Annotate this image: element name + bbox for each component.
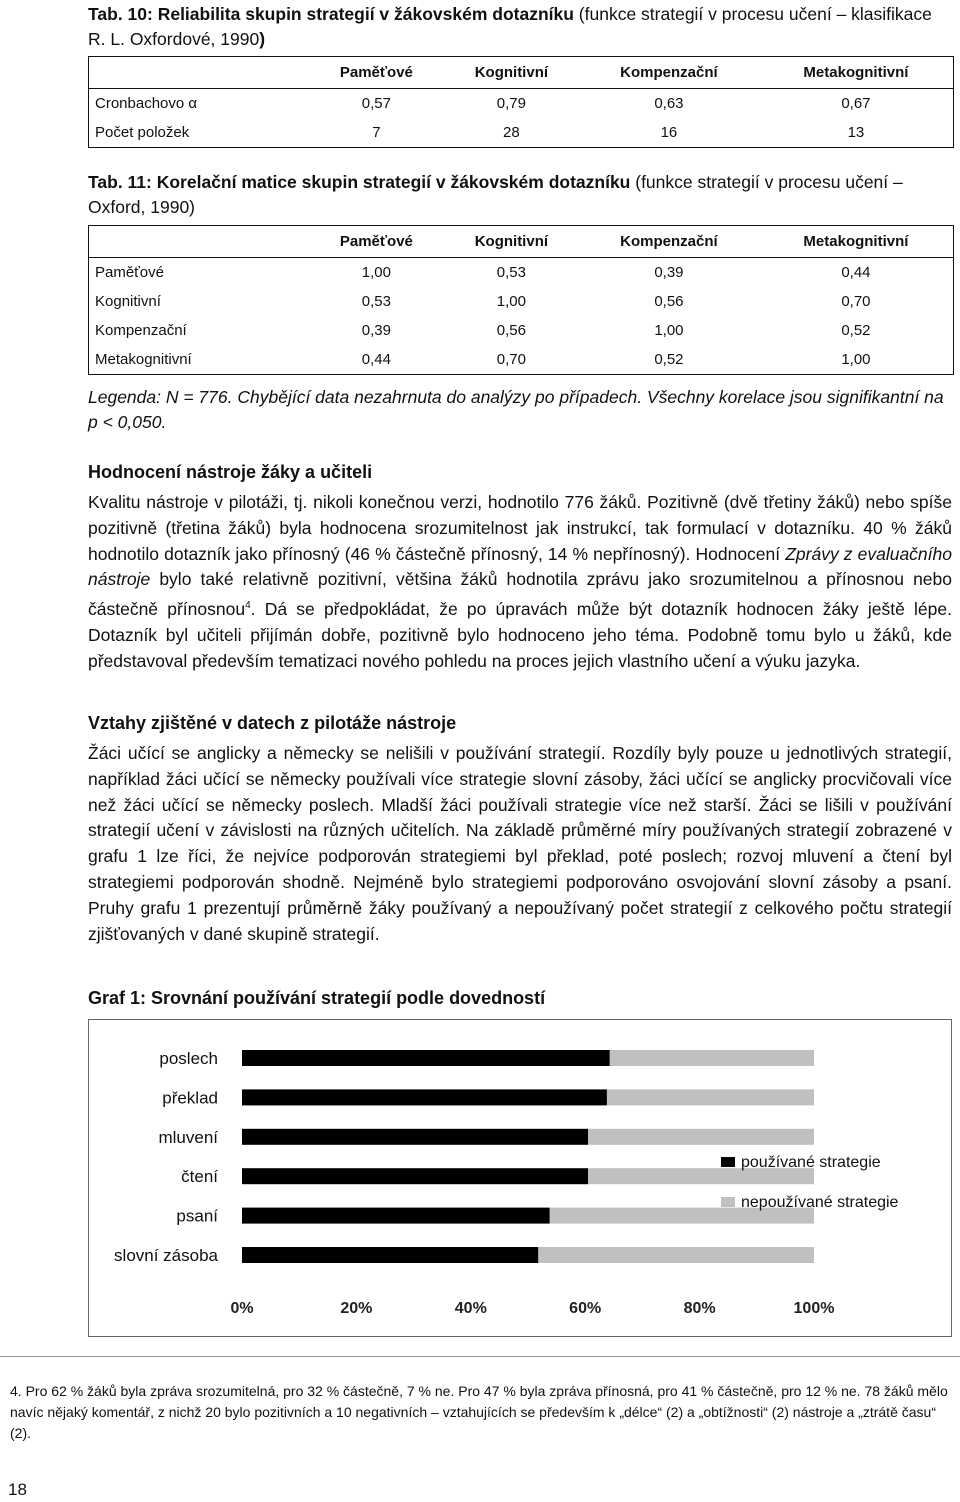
table-cell: 13 bbox=[847, 124, 865, 141]
table-cell: 0,44 bbox=[841, 264, 871, 281]
x-tick-label: 40% bbox=[454, 1300, 487, 1317]
bar-unused bbox=[607, 1089, 814, 1105]
chart-title: Graf 1: Srovnání používání strategií podle dovedností bbox=[88, 988, 546, 1008]
table10-col-header: Metakognitivní bbox=[803, 64, 909, 81]
table11-col-header: Kompenzační bbox=[620, 233, 718, 250]
category-label: překlad bbox=[162, 1088, 218, 1108]
table10-corner bbox=[89, 57, 310, 89]
bar-unused bbox=[538, 1247, 814, 1263]
category-label: psaní bbox=[176, 1206, 218, 1226]
table-cell: 16 bbox=[660, 124, 678, 141]
para-text: Kvalitu nástroje v pilotáži, tj. nikoli konečnou verzi, hodnotilo 776 žáků. Pozitivně (dvě třetiny žáků) nebo spíše pozitivně (třetina žáků) byla hodnocena srozumitelnost jak instrukcí, tak formulací v dotazníku. 40 % žáků hodnotilo dotazník jako přínosný (46 % částečně přínosný, 14 % nepřínosný). Hodnocení bbox=[88, 492, 952, 564]
table10-col-header: Paměťové bbox=[339, 64, 413, 81]
table11 bbox=[88, 225, 954, 375]
table-cell: 0,56 bbox=[496, 322, 526, 339]
legend-label: nepoužívané strategie bbox=[741, 1194, 899, 1211]
para-text: bylo také relativně pozitivní, většina žáků hodnotila zprávu jako srozumitelnou a přínosnou nebo částečně přínosnou bbox=[88, 569, 952, 620]
x-tick-label: 60% bbox=[569, 1300, 602, 1317]
row-label: Cronbachovo α bbox=[95, 95, 198, 112]
legend-swatch bbox=[721, 1197, 735, 1207]
table11-col-header: Metakognitivní bbox=[803, 233, 909, 250]
bar-used bbox=[242, 1208, 550, 1224]
table10-caption-normal: (funkce strategií v procesu učení – klasifikace R. L. Oxfordové, 1990 bbox=[88, 4, 932, 49]
legend-label: používané strategie bbox=[741, 1154, 881, 1171]
page-number: 18 bbox=[8, 1480, 27, 1499]
bar-used bbox=[242, 1247, 538, 1263]
row-label: Počet položek bbox=[95, 124, 190, 141]
table-row bbox=[89, 287, 954, 316]
x-tick-label: 100% bbox=[793, 1300, 835, 1317]
bar-used bbox=[242, 1089, 607, 1105]
row-label: Paměťové bbox=[95, 264, 164, 281]
x-tick-label: 80% bbox=[683, 1300, 716, 1317]
table-cell: 0,63 bbox=[654, 95, 684, 112]
table-cell: 0,52 bbox=[841, 322, 871, 339]
table10 bbox=[88, 56, 954, 148]
row-label: Kompenzační bbox=[95, 322, 187, 339]
x-tick-label: 20% bbox=[340, 1300, 373, 1317]
table11-col-header: Kognitivní bbox=[474, 233, 549, 250]
table-cell: 1,00 bbox=[361, 264, 391, 281]
table-cell: 0,79 bbox=[496, 95, 526, 112]
bar-used bbox=[242, 1168, 588, 1184]
table-cell: 0,56 bbox=[654, 293, 684, 310]
table-cell: 0,39 bbox=[654, 264, 684, 281]
para-italic: Zprávy z evaluačního nástroje bbox=[88, 543, 952, 590]
table-row bbox=[89, 316, 954, 345]
table10-caption bbox=[88, 2, 948, 52]
footnote-ref[interactable]: 4 bbox=[245, 600, 251, 612]
section-heading: Hodnocení nástroje žáky a učiteli bbox=[88, 462, 373, 482]
table-cell: 0,39 bbox=[361, 322, 391, 339]
section2-paragraph: Žáci učící se anglicky a německy se nelišili v používání strategií. Rozdíly byly pouze u jednotlivých strategií, například žáci učící se německy používali více strategie slovní zásoby, žáci učící se anglicky procvičovali více než žáci učící se německy poslech. Mladší žáci používali strategie více než starší. Žáci se lišili v používání strategií učení v závislosti na různých učitelích. Na základě průměrné míry používaných strategií zobrazené v grafu 1 lze říci, že nejvíce podporován strategiemi byl překlad, poté poslech; rozvoj mluvení a čtení byl strategiemi podporován shodně. Nejméně bylo strategiemi podporováno osvojování slovní zásoby a psaní. Pruhy grafu 1 prezentují průměrně žáky používaný a nepoužívaný počet strategií z celkového počtu strategií zjišťovaných v dané skupině strategií. bbox=[88, 743, 952, 944]
category-label: mluvení bbox=[158, 1127, 218, 1147]
section1-paragraph bbox=[88, 490, 952, 674]
table10-caption-bold: Tab. 10: Reliabilita skupin strategií v žákovském dotazníku bbox=[88, 4, 574, 24]
table11-caption bbox=[88, 170, 948, 220]
table-cell: 7 bbox=[372, 124, 381, 141]
stacked-bar-chart bbox=[89, 1020, 951, 1336]
table-row bbox=[89, 89, 954, 119]
section-heading: Vztahy zjištěné v datech z pilotáže nástroje bbox=[88, 713, 457, 733]
footnote-divider bbox=[0, 1356, 960, 1357]
x-tick-label: 0% bbox=[230, 1300, 254, 1317]
table-cell: 0,52 bbox=[654, 351, 684, 368]
table-cell: 0,44 bbox=[361, 351, 391, 368]
table-cell: 1,00 bbox=[496, 293, 526, 310]
table-cell: 0,67 bbox=[841, 95, 871, 112]
table-row bbox=[89, 258, 954, 288]
table10-col-header: Kompenzační bbox=[620, 64, 718, 81]
table-cell: 1,00 bbox=[841, 351, 871, 368]
table-cell: 0,70 bbox=[496, 351, 526, 368]
category-label: poslech bbox=[159, 1049, 218, 1068]
table-cell: 0,70 bbox=[841, 293, 871, 310]
category-label: slovní zásoba bbox=[114, 1246, 218, 1265]
table-cell: 28 bbox=[503, 124, 520, 141]
table11-legend: Legenda: N = 776. Chybějící data nezahrnuta do analýzy po případech. Všechny korelace jsou signifikantní na p < 0,050. bbox=[88, 387, 944, 432]
table-cell: 0,53 bbox=[496, 264, 526, 281]
table10-header-row bbox=[89, 57, 954, 89]
table10-caption-end: ) bbox=[259, 29, 266, 49]
table-row bbox=[89, 345, 954, 375]
footnote: 4. Pro 62 % žáků byla zpráva srozumitelná, pro 32 % částečně, 7 % ne. Pro 47 % byla zpráva přínosná, pro 41 % částečně, pro 12 % ne. 78 žáků mělo navíc nějaký komentář, z nichž 20 bylo pozitivních a 10 negativních – vztahujících se především k „délce“ (2) a „obtížnosti“ (2) nástroje a „ztrátě času“ (2). bbox=[10, 1383, 948, 1441]
legend-swatch bbox=[721, 1157, 735, 1167]
chart-frame bbox=[88, 1019, 952, 1337]
table11-col-header: Paměťové bbox=[339, 233, 413, 250]
table10-col-header: Kognitivní bbox=[474, 64, 549, 81]
table11-corner bbox=[89, 226, 310, 258]
table11-header-row bbox=[89, 226, 954, 258]
row-label: Metakognitivní bbox=[95, 351, 192, 368]
bar-used bbox=[242, 1129, 588, 1145]
row-label: Kognitivní bbox=[95, 293, 161, 310]
para-text: . Dá se předpokládat, že po úpravách může být dotazník hodnocen žáky ještě lépe. Dotazník byl učiteli přijímán dobře, pozitivně bylo hodnoceno jeho téma. Podobně tomu bylo u žáků, kde představoval především tematizaci nového pohledu na proces jejich vlastního učení a výuku jazyka. bbox=[88, 599, 952, 671]
bar-unused bbox=[588, 1129, 814, 1145]
category-label: čtení bbox=[181, 1167, 218, 1187]
table-cell: 0,53 bbox=[361, 293, 391, 310]
bar-used bbox=[242, 1050, 610, 1066]
table-cell: 1,00 bbox=[654, 322, 684, 339]
table-row bbox=[89, 118, 954, 148]
table-cell: 0,57 bbox=[361, 95, 391, 112]
table11-caption-bold: Tab. 11: Korelační matice skupin strategií v žákovském dotazníku bbox=[88, 172, 631, 192]
bar-unused bbox=[610, 1050, 814, 1066]
table11-caption-normal: (funkce strategií v procesu učení – Oxford, 1990) bbox=[88, 172, 903, 217]
